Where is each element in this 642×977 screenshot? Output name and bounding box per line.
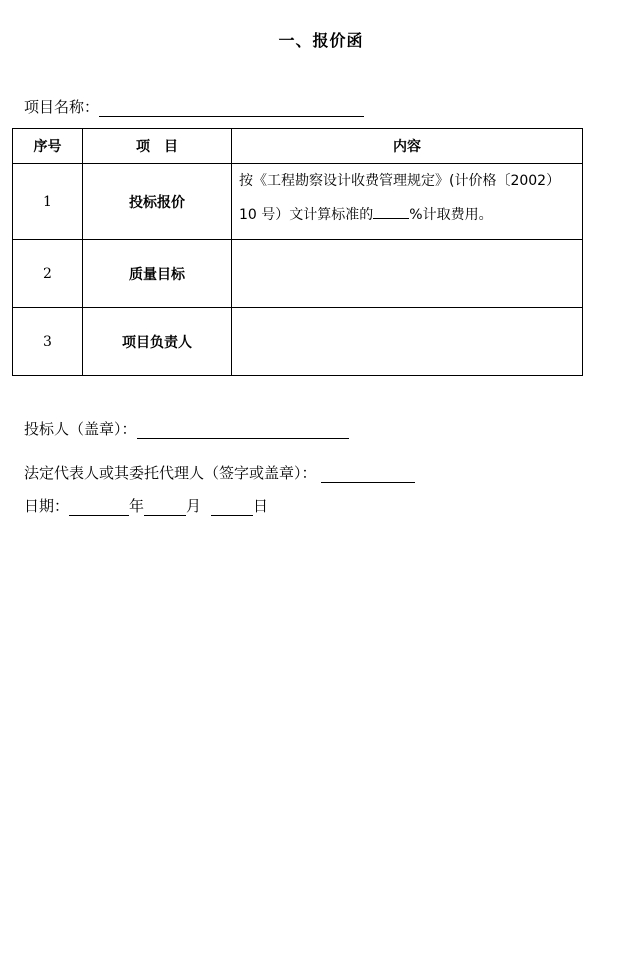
- table-header-row: [13, 129, 583, 164]
- content-line-1: 按《工程勘察设计收费管理规定》(计价格〔2002）: [239, 173, 561, 189]
- year-blank: [69, 499, 129, 516]
- row-content-empty: [232, 240, 583, 308]
- row-item: 投标报价: [83, 164, 232, 240]
- year-label: 年: [129, 497, 145, 515]
- table-row: [13, 240, 583, 308]
- bidder-label: 投标人（盖章）：: [24, 420, 137, 438]
- quote-table: [12, 128, 583, 376]
- content-line-2-post: %计取费用。: [409, 207, 493, 223]
- project-name-row: [24, 96, 364, 117]
- representative-row: [24, 462, 415, 483]
- project-name-blank: [99, 100, 364, 117]
- date-label: 日期：: [24, 497, 70, 515]
- percent-blank: [373, 204, 409, 219]
- day-label: 日: [253, 497, 269, 515]
- representative-blank: [321, 466, 415, 483]
- bidder-blank: [137, 422, 349, 439]
- day-blank: [211, 499, 253, 516]
- month-label: 月: [186, 497, 202, 515]
- project-name-label: 项目名称：: [24, 98, 100, 116]
- row-number: 2: [13, 240, 83, 308]
- header-item: 项 目: [83, 129, 232, 164]
- row-content: [232, 164, 583, 240]
- header-number: 序号: [13, 129, 83, 164]
- row-item: 质量目标: [83, 240, 232, 308]
- row-content-empty: [232, 308, 583, 376]
- row-number: 1: [13, 164, 83, 240]
- date-row: [24, 495, 268, 516]
- header-content: 内容: [232, 129, 583, 164]
- table-row: [13, 164, 583, 240]
- representative-label: 法定代表人或其委托代理人（签字或盖章）：: [24, 464, 317, 482]
- document-title: 一、报价函: [278, 31, 364, 50]
- table-row: [13, 308, 583, 376]
- month-blank: [144, 499, 186, 516]
- content-line-2: [239, 204, 576, 226]
- row-item: 项目负责人: [83, 308, 232, 376]
- bidder-row: [24, 418, 349, 439]
- row-number: 3: [13, 308, 83, 376]
- content-line-2-pre: 10 号）文计算标准的: [239, 207, 374, 223]
